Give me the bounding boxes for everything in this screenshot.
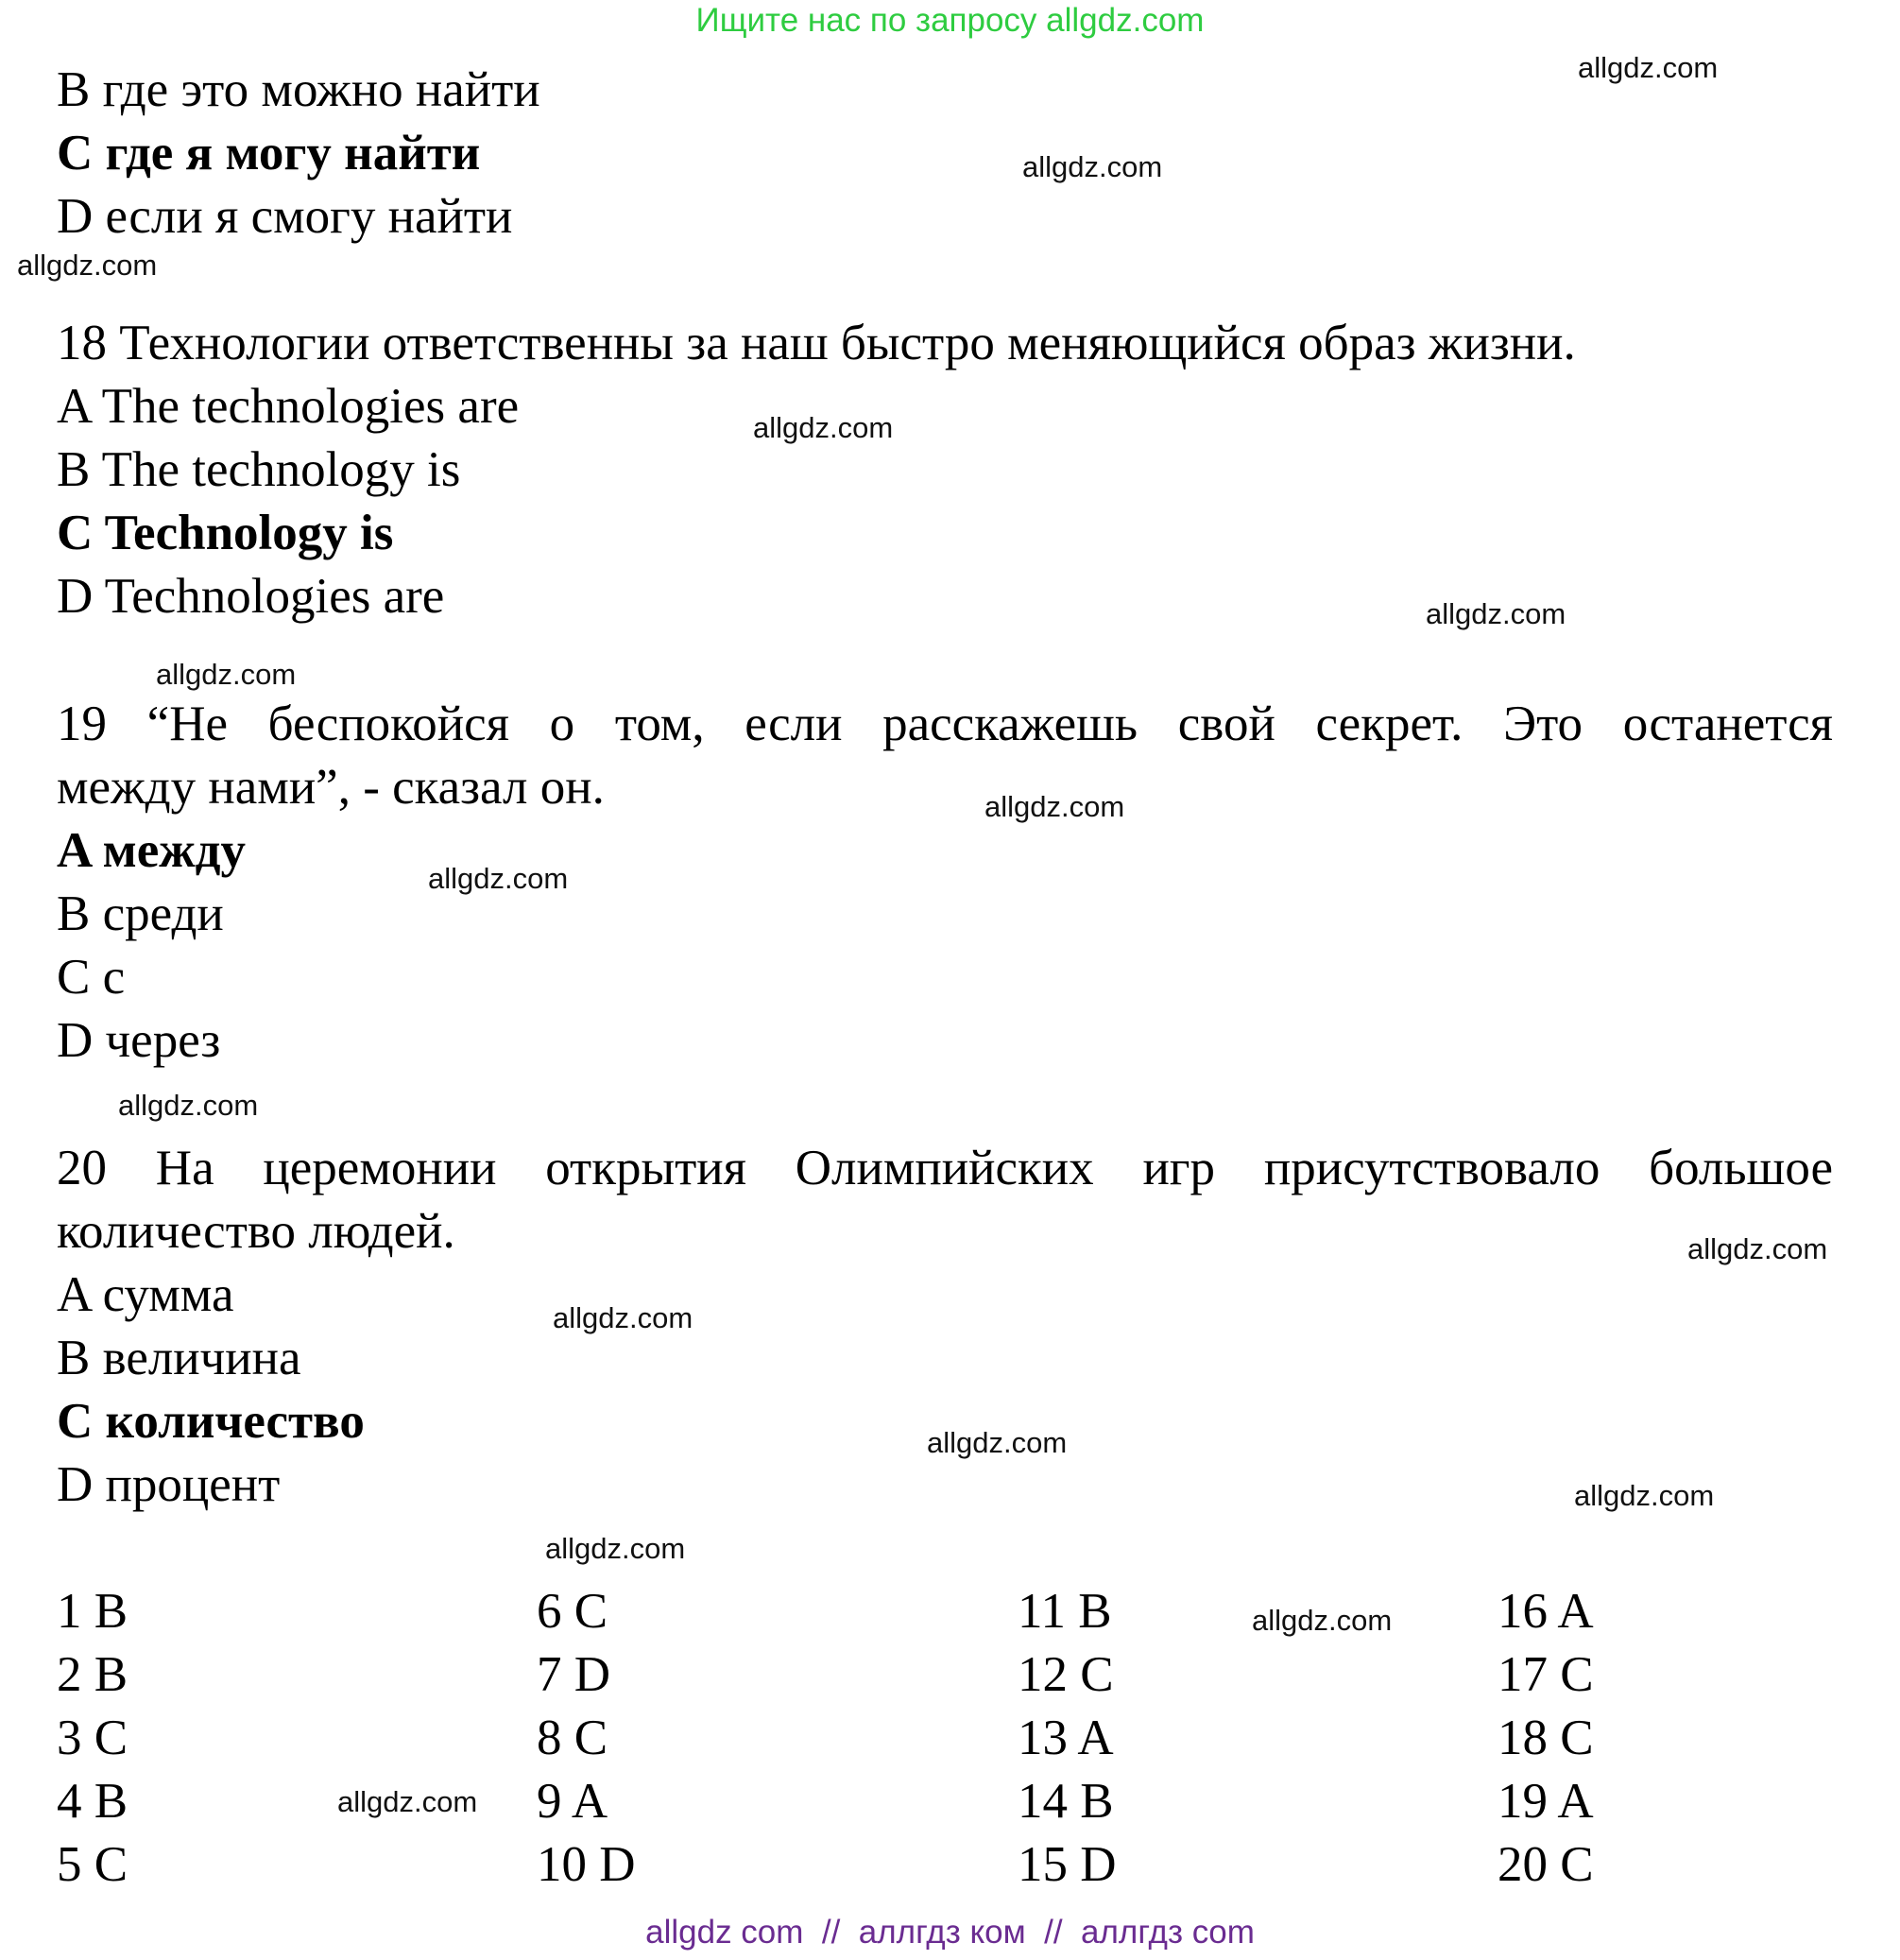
watermark: allgdz.com: [984, 790, 1125, 823]
watermark: allgdz.com: [1252, 1604, 1393, 1637]
watermark: allgdz.com: [1022, 150, 1163, 183]
watermark: allgdz.com: [927, 1426, 1068, 1459]
q17-option-b: B где это можно найти: [57, 62, 540, 117]
answer-1: 1 B: [57, 1584, 128, 1639]
watermark: allgdz.com: [428, 862, 569, 895]
watermark: allgdz.com: [553, 1301, 693, 1334]
q19-option-d: D через: [57, 1013, 221, 1068]
watermark: allgdz.com: [156, 658, 297, 691]
watermark: allgdz.com: [337, 1785, 478, 1818]
answer-20: 20 C: [1498, 1837, 1594, 1892]
watermark: allgdz.com: [753, 411, 894, 444]
q20-option-a: A сумма: [57, 1267, 234, 1322]
answer-14: 14 B: [1018, 1774, 1114, 1829]
answer-2: 2 B: [57, 1647, 128, 1702]
q18-option-c-correct: C Technology is: [57, 506, 394, 560]
answer-16: 16 A: [1498, 1584, 1594, 1639]
q18-option-b: B The technology is: [57, 442, 461, 497]
answer-6: 6 C: [537, 1584, 608, 1639]
q20-option-d: D процент: [57, 1457, 281, 1512]
q20-question-line1-text: 20 На церемонии открытия Олимпийских игр присутствовало большое: [57, 1141, 1833, 1195]
watermark: allgdz.com: [1578, 51, 1719, 84]
header-banner: Ищите нас по запросу allgdz.com: [695, 2, 1205, 39]
watermark: allgdz.com: [1574, 1479, 1715, 1512]
answer-3: 3 C: [57, 1711, 128, 1765]
q19-option-b: B среди: [57, 886, 224, 941]
watermark: allgdz.com: [118, 1089, 259, 1122]
watermark: allgdz.com: [1426, 597, 1566, 630]
q17-option-d: D если я смогу найти: [57, 189, 513, 244]
answer-4: 4 B: [57, 1774, 128, 1829]
watermark: allgdz.com: [17, 249, 158, 282]
footer-banner: allgdz com // аллгдз ком // аллгдз com: [645, 1914, 1255, 1951]
q20-question-line1: [57, 1137, 1833, 1200]
q18-option-a: A The technologies are: [57, 379, 520, 434]
answer-17: 17 C: [1498, 1647, 1594, 1702]
answer-5: 5 C: [57, 1837, 128, 1892]
answer-13: 13 A: [1018, 1711, 1114, 1765]
q19-option-c: C с: [57, 950, 126, 1005]
q19-question-line1: [57, 693, 1833, 756]
answer-11: 11 B: [1018, 1584, 1112, 1639]
q18-option-d: D Technologies are: [57, 569, 445, 624]
q20-option-b: B величина: [57, 1331, 301, 1385]
q18-question: 18 Технологии ответственны за наш быстро меняющийся образ жизни.: [57, 316, 1576, 370]
q20-question-line2: количество людей.: [57, 1204, 455, 1259]
answer-12: 12 C: [1018, 1647, 1114, 1702]
answer-10: 10 D: [537, 1837, 636, 1892]
q17-option-c-correct: C где я могу найти: [57, 126, 481, 181]
answer-19: 19 A: [1498, 1774, 1594, 1829]
answer-9: 9 A: [537, 1774, 608, 1829]
watermark: allgdz.com: [1687, 1232, 1828, 1265]
q19-option-a-correct: A между: [57, 823, 246, 878]
answer-15: 15 D: [1018, 1837, 1117, 1892]
answer-7: 7 D: [537, 1647, 611, 1702]
q19-question-line1-text: 19 “Не беспокойся о том, если расскажешь свой секрет. Это останется: [57, 696, 1833, 751]
q20-option-c-correct: C количество: [57, 1394, 365, 1449]
q19-question-line2: между нами”, - сказал он.: [57, 760, 605, 815]
watermark: allgdz.com: [545, 1532, 686, 1565]
answer-18: 18 C: [1498, 1711, 1594, 1765]
answer-8: 8 C: [537, 1711, 608, 1765]
